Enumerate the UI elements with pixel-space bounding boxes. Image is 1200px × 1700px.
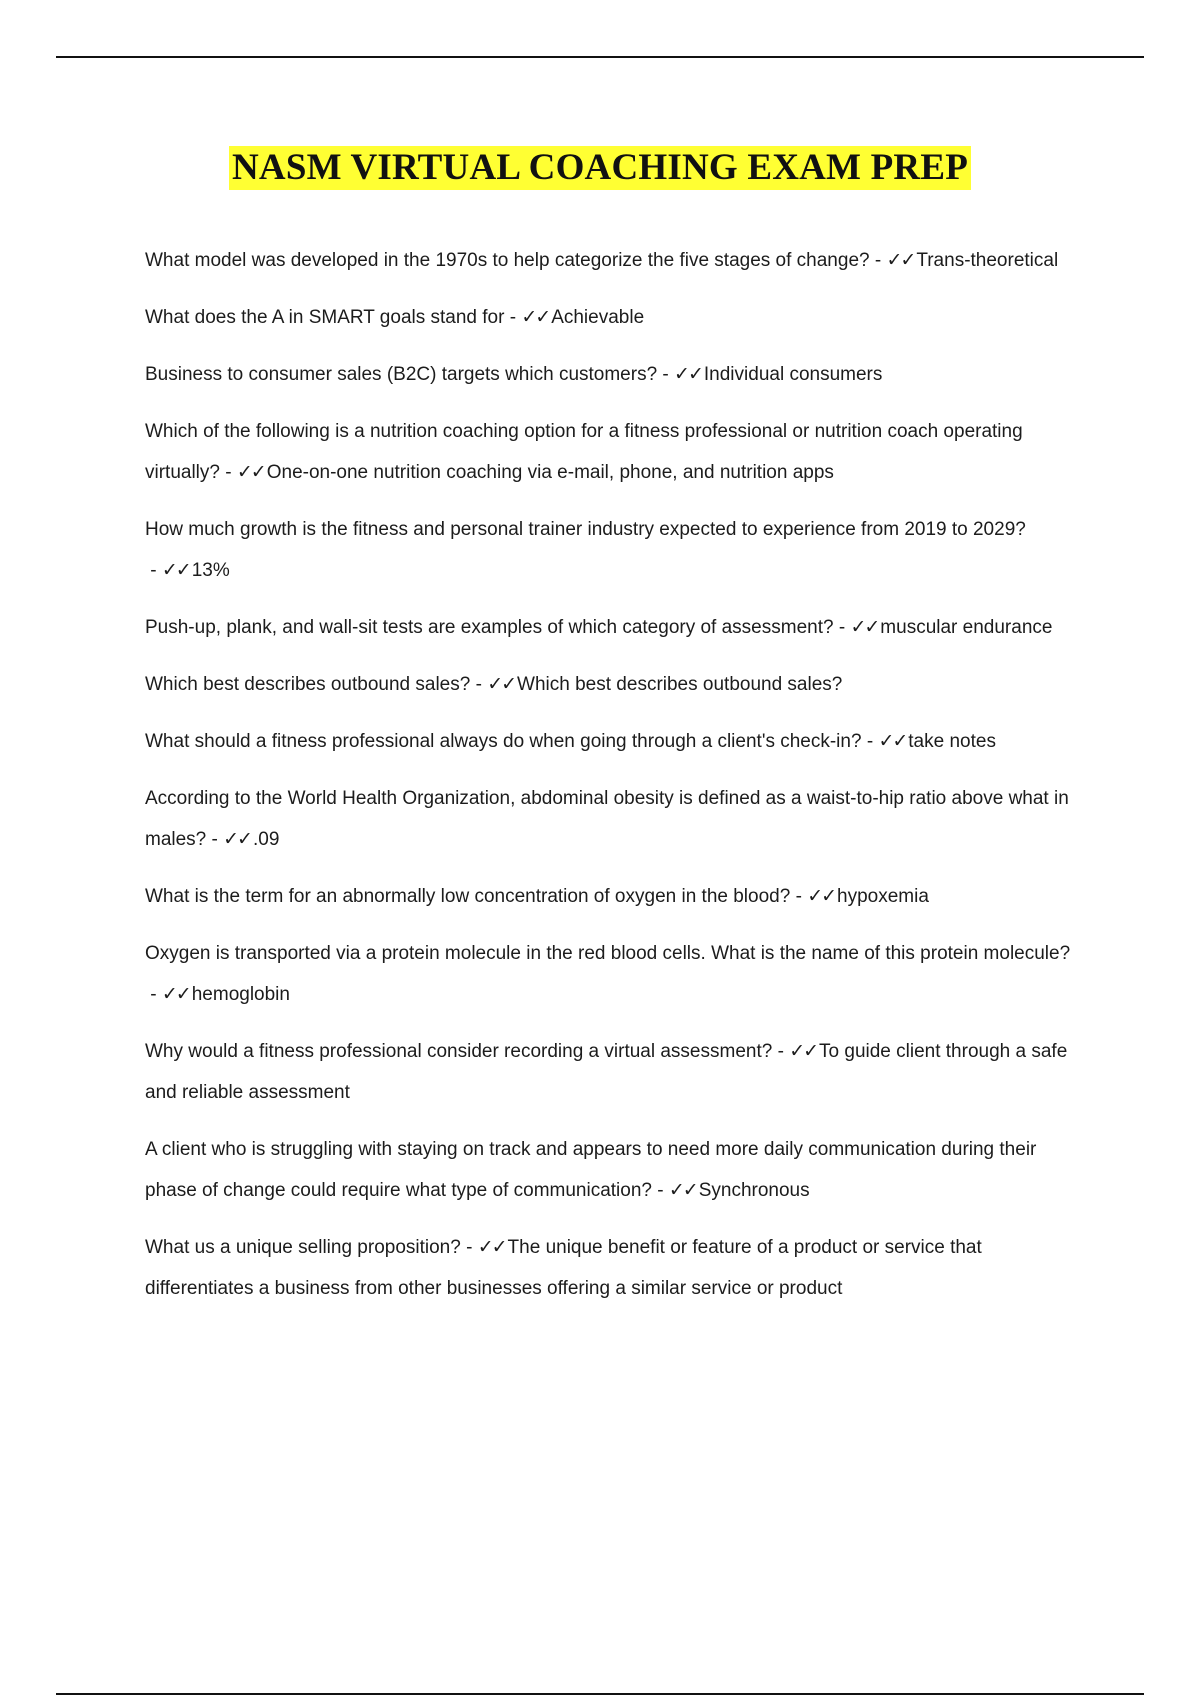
answer-text: Synchronous xyxy=(698,1180,810,1201)
separator: - xyxy=(772,1041,790,1062)
answer-text: muscular endurance xyxy=(880,617,1053,638)
answer-text: take notes xyxy=(908,731,996,752)
answer-text: To guide client through a safe and reliable assessment xyxy=(145,1041,1068,1103)
separator: - xyxy=(206,829,224,850)
qa-list xyxy=(145,240,1080,1325)
question-text: Push-up, plank, and wall-sit tests are examples of which category of assessment? xyxy=(145,617,834,638)
separator: - xyxy=(470,674,488,695)
question-text: What us a unique selling proposition? xyxy=(145,1237,461,1258)
question-text: How much growth is the fitness and personal trainer industry expected to experience from 2019 to 2029? xyxy=(145,519,1026,540)
qa-item xyxy=(145,1227,1080,1309)
qa-item xyxy=(145,933,1080,1015)
separator: - xyxy=(861,731,879,752)
question-text: Which best describes outbound sales? xyxy=(145,674,471,695)
qa-item xyxy=(145,607,1080,648)
double-check-icon: ✓✓ xyxy=(878,730,907,752)
question-text: What is the term for an abnormally low concentration of oxygen in the blood? xyxy=(145,886,791,907)
answer-text: 13% xyxy=(191,560,230,581)
question-text: Oxygen is transported via a protein molecule in the red blood cells. What is the name of this protein molecule? xyxy=(145,943,1071,964)
question-text: What model was developed in the 1970s to help categorize the five stages of change? xyxy=(145,250,870,271)
qa-item xyxy=(145,509,1080,591)
answer-text: One-on-one nutrition coaching via e-mail, phone, and nutrition apps xyxy=(266,462,834,483)
separator: - xyxy=(651,1180,669,1201)
double-check-icon: ✓✓ xyxy=(886,249,915,271)
question-text: What should a fitness professional always do when going through a client's check-in? xyxy=(145,731,862,752)
qa-item xyxy=(145,778,1080,860)
double-check-icon: ✓✓ xyxy=(236,461,265,483)
double-check-icon: ✓✓ xyxy=(223,828,251,850)
double-check-icon: ✓✓ xyxy=(487,673,516,695)
double-check-icon: ✓✓ xyxy=(807,885,836,907)
answer-text: hypoxemia xyxy=(837,886,929,907)
double-check-icon: ✓✓ xyxy=(789,1040,818,1062)
qa-item xyxy=(145,354,1080,395)
bottom-rule xyxy=(56,1693,1144,1695)
double-check-icon: ✓✓ xyxy=(477,1236,506,1258)
qa-item xyxy=(145,1129,1080,1211)
separator: - xyxy=(790,886,808,907)
separator: - xyxy=(504,307,522,328)
question-text: A client who is struggling with staying on track and appears to need more daily communication during their phase of change could require what type of communication? xyxy=(145,1139,1037,1201)
double-check-icon: ✓✓ xyxy=(161,559,190,581)
answer-text: The unique benefit or feature of a product or service that differentiates a business from other businesses offering a similar service or product xyxy=(145,1237,982,1299)
separator: - xyxy=(657,364,675,385)
answer-text: .09 xyxy=(252,829,280,850)
question-text: Why would a fitness professional consider recording a virtual assessment? xyxy=(145,1041,773,1062)
question-text: Which of the following is a nutrition coaching option for a fitness professional or nutrition coach operating virtually? xyxy=(145,421,1023,483)
answer-text: hemoglobin xyxy=(191,984,290,1005)
separator: - xyxy=(145,560,162,581)
double-check-icon: ✓✓ xyxy=(668,1179,697,1201)
answer-text: Trans-theoretical xyxy=(916,250,1059,271)
question-text: What does the A in SMART goals stand for xyxy=(145,307,505,328)
question-text: According to the World Health Organization, abdominal obesity is defined as a waist-to-hip ratio above what in males? xyxy=(145,788,1069,850)
qa-item xyxy=(145,297,1080,338)
separator: - xyxy=(869,250,887,271)
qa-item xyxy=(145,1031,1080,1113)
qa-item xyxy=(145,876,1080,917)
question-text: Business to consumer sales (B2C) targets which customers? xyxy=(145,364,658,385)
qa-item xyxy=(145,411,1080,493)
answer-text: Individual consumers xyxy=(703,364,883,385)
page-title: NASM VIRTUAL COACHING EXAM PREP xyxy=(229,146,971,190)
separator: - xyxy=(219,462,237,483)
separator: - xyxy=(833,617,851,638)
separator: - xyxy=(460,1237,478,1258)
double-check-icon: ✓✓ xyxy=(850,616,879,638)
title-container xyxy=(0,146,1200,190)
double-check-icon: ✓✓ xyxy=(674,363,702,385)
qa-item xyxy=(145,240,1080,281)
separator: - xyxy=(145,984,162,1005)
answer-text: Achievable xyxy=(551,307,645,328)
answer-text: Which best describes outbound sales? xyxy=(517,674,843,695)
double-check-icon: ✓✓ xyxy=(161,983,190,1005)
top-rule xyxy=(56,56,1144,58)
qa-item xyxy=(145,721,1080,762)
double-check-icon: ✓✓ xyxy=(521,306,550,328)
qa-item xyxy=(145,664,1080,705)
